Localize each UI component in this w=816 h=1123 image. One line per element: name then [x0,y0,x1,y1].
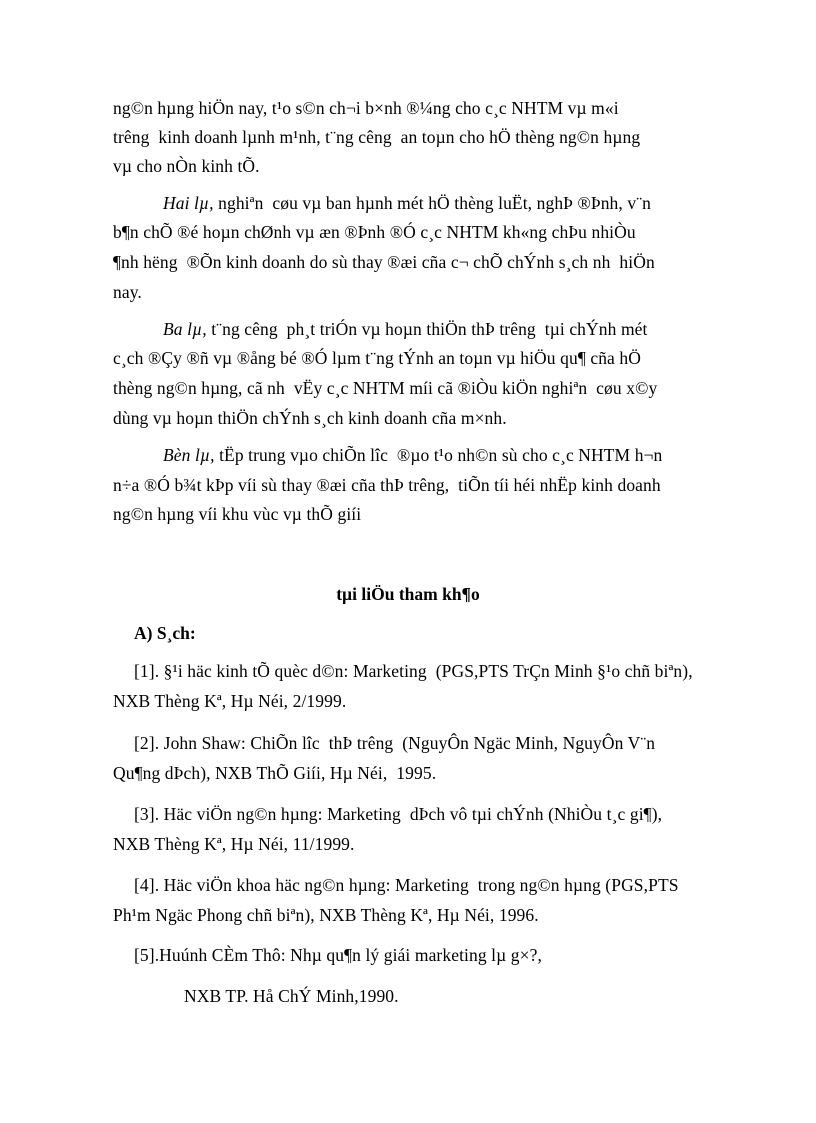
paragraph-3-line-3: thèng ng©n hµng, cã nh vËy c¸c NHTM míi cã ®iÒu kiÖn nghiªn cøu x©y [113,378,658,398]
reference-1-line-2: NXB Thèng Kª, Hµ Néi, 2/1999. [113,691,347,711]
paragraph-1-line-1: ng©n hµng hiÖn nay, t¹o s©n ch¬i b×nh ®¼ng cho c¸c NHTM vµ m«i [113,98,619,118]
paragraph-4-line-2: n÷a ®Ó b¾t kÞp víi sù thay ®æi cña thÞ trêng, tiÕn tíi héi nhËp kinh doanh [113,475,661,495]
paragraph-2-line-2: b¶n chÕ ®é hoµn chØnh vµ æn ®Þnh ®Ó c¸c NHTM kh«ng chÞu nhiÒu [113,222,636,242]
paragraph-1-line-3: vµ cho nÒn kinh tÕ. [113,156,260,176]
paragraph-2-line-1 [163,192,763,214]
reference-3-line-2: NXB Thèng Kª, Hµ Néi, 11/1999. [113,834,355,854]
paragraph-3-line-1-text: t¨ng cêng ph¸t triÓn vµ hoµn thiÖn thÞ trêng tµi chÝnh mét [206,319,648,339]
references-title: tµi liÖu tham kh¶o [336,584,480,604]
paragraph-3-line-1 [163,318,763,340]
paragraph-2-line-4: nay. [113,282,142,302]
reference-1-line-1: [1]. §¹i häc kinh tÕ quèc d©n: Marketing (PGS,PTS TrÇn Minh §¹o chñ biªn), [134,661,693,681]
reference-2-line-2: Qu¶ng dÞch), NXB ThÕ Giíi, Hµ Néi, 1995. [113,763,437,783]
reference-4-line-1: [4]. Häc viÖn khoa häc ng©n hµng: Marketing trong ng©n hµng (PGS,PTS [134,875,679,895]
reference-5-line-2: NXB TP. Hå ChÝ Minh,1990. [184,986,399,1006]
reference-5-line-1: [5].Huúnh CÈm Thô: Nhµ qu¶n lý giái marketing lµ g×?, [134,945,542,965]
reference-3-line-1: [3]. Häc viÖn ng©n hµng: Marketing dÞch vô tµi chÝnh (NhiÒu t¸c gi¶), [134,804,663,824]
paragraph-2-line-3: ¶nh hëng ®Õn kinh doanh do sù thay ®æi cña c¬ chÕ chÝnh s¸ch nh hiÖn [113,252,655,272]
paragraph-4-lead: Bèn lµ, [163,445,215,465]
paragraph-4-line-1 [163,444,763,466]
references-section-a: A) S¸ch: [134,623,196,643]
paragraph-3-lead: Ba lµ, [163,319,207,339]
paragraph-2-lead: Hai lµ, [163,193,214,213]
reference-2-line-1: [2]. John Shaw: ChiÕn lîc thÞ trêng (NguyÔn Ngäc Minh, NguyÔn V¨n [134,733,656,753]
reference-4-line-2: Ph¹m Ngäc Phong chñ biªn), NXB Thèng Kª, Hµ Néi, 1996. [113,905,539,925]
paragraph-3-line-2: c¸ch ®Çy ®ñ vµ ®ång bé ®Ó lµm t¨ng tÝnh an toµn vµ hiÖu qu¶ cña hÖ [113,348,641,368]
paragraph-2-line-1-text: nghiªn cøu vµ ban hµnh mét hÖ thèng luËt, nghÞ ®Þnh, v¨n [213,193,651,213]
paragraph-4-line-1-text: tËp trung vµo chiÕn lîc ®µo t¹o nh©n sù cho c¸c NHTM h¬n [214,445,663,465]
paragraph-3-line-4: dùng vµ hoµn thiÖn chÝnh s¸ch kinh doanh cña m×nh. [113,408,507,428]
paragraph-4-line-3: ng©n hµng víi khu vùc vµ thÕ giíi [113,504,362,524]
paragraph-1-line-2: trêng kinh doanh lµnh m¹nh, t¨ng cêng an toµn cho hÖ thèng ng©n hµng [113,127,641,147]
